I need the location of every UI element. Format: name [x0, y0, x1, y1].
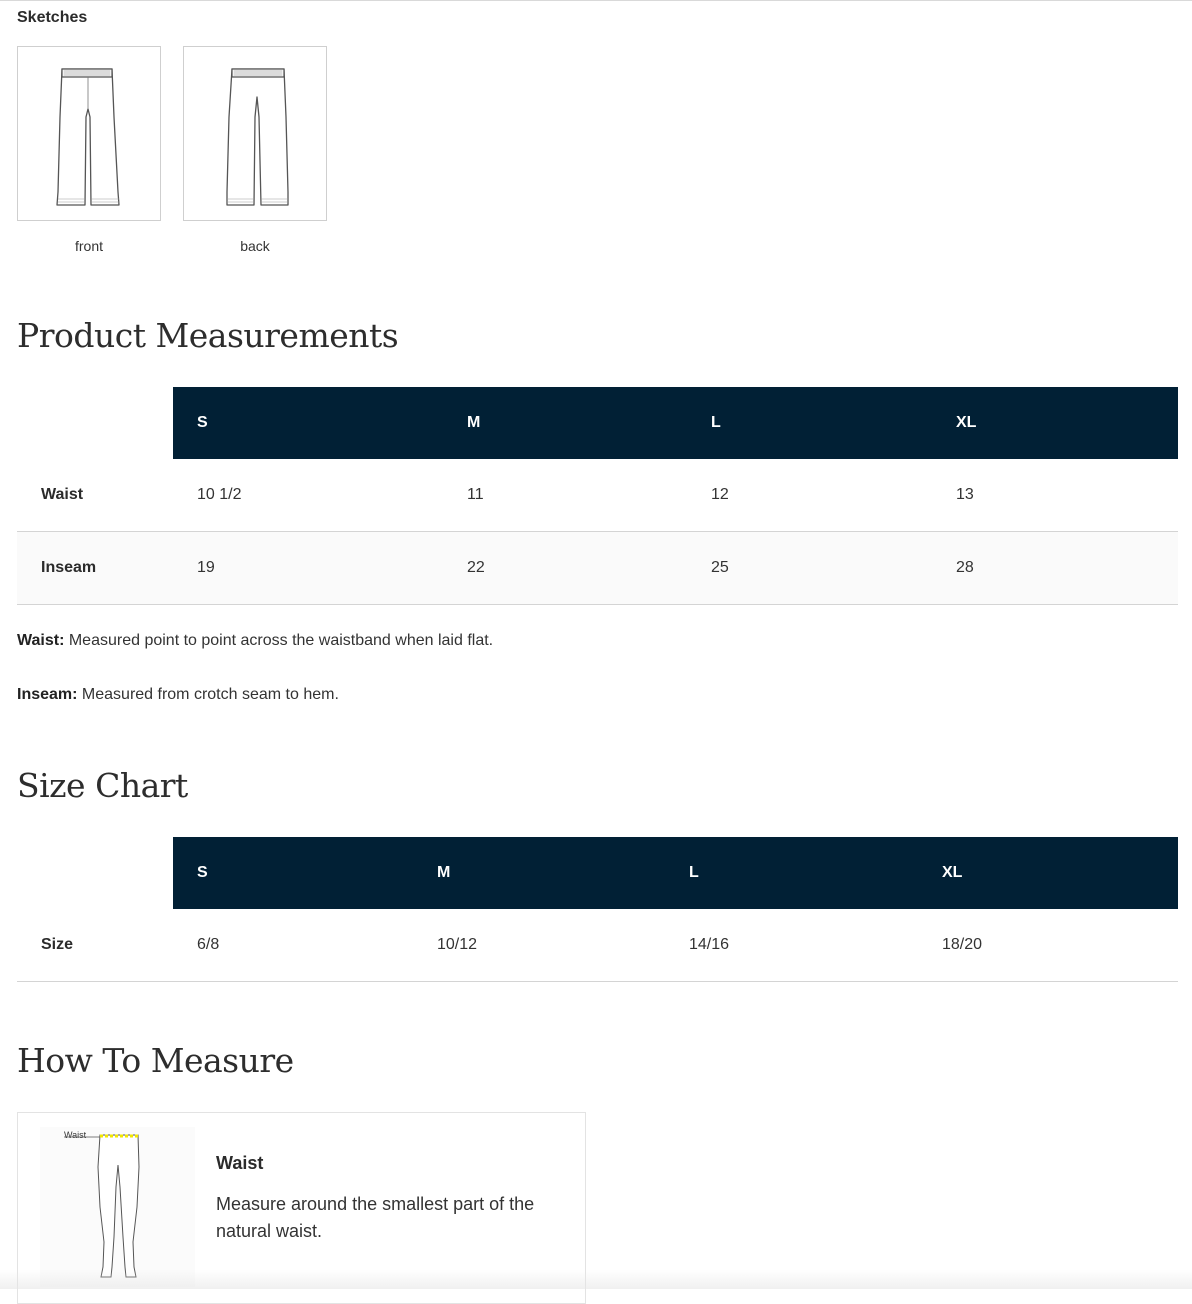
table-cell: 22 — [467, 559, 485, 576]
table-cell: 12 — [711, 486, 729, 503]
size-chart-title: Size Chart — [17, 766, 188, 805]
sketch-front-caption: front — [74, 238, 103, 254]
column-header: M — [467, 414, 481, 431]
table-cell: 10/12 — [437, 936, 478, 953]
table-row — [17, 532, 1178, 605]
table-cell: 6/8 — [197, 936, 220, 953]
sketch-front-card[interactable] — [17, 46, 161, 221]
leggings-waist-icon — [40, 1127, 195, 1287]
table-cell: 25 — [711, 559, 729, 576]
table-cell: 10 1/2 — [197, 486, 242, 503]
note-text: Measured from crotch seam to hem. — [77, 686, 339, 703]
row-label: Waist — [41, 486, 84, 503]
table-cell: 28 — [956, 559, 974, 576]
column-header: S — [197, 864, 208, 881]
product-measurements-table — [17, 387, 1178, 605]
row-label: Size — [41, 936, 74, 953]
table-row — [17, 909, 1178, 982]
measure-item-description: Measure around the smallest part of the natural waist. — [216, 1194, 535, 1241]
how-to-measure-title: How To Measure — [17, 1041, 294, 1080]
product-measurements-title: Product Measurements — [17, 316, 399, 355]
sketch-back-caption: back — [240, 238, 270, 254]
table-cell: 13 — [956, 486, 974, 503]
table-cell: 19 — [197, 559, 215, 576]
table-header — [173, 837, 1178, 909]
column-header: S — [197, 414, 208, 431]
waist-note — [17, 632, 493, 650]
top-divider — [0, 0, 1192, 1]
row-label: Inseam — [41, 559, 97, 576]
column-header: L — [711, 414, 721, 431]
note-text: Measured point to point across the waistband when laid flat. — [64, 632, 494, 649]
measure-item-title: Waist — [216, 1153, 264, 1173]
pants-front-icon — [18, 47, 160, 220]
bottom-shadow — [0, 1270, 1192, 1289]
inseam-note — [17, 686, 339, 704]
column-header: L — [689, 864, 699, 881]
table-row — [17, 459, 1178, 532]
table-cell: 18/20 — [942, 936, 983, 953]
pants-back-icon — [184, 47, 326, 220]
column-header: XL — [956, 414, 977, 431]
waist-diagram — [40, 1127, 195, 1287]
sketch-back-card[interactable] — [183, 46, 327, 221]
size-chart-table — [17, 837, 1178, 982]
column-header: XL — [942, 864, 963, 881]
sketches-title: Sketches — [17, 9, 88, 26]
table-header — [173, 387, 1178, 459]
column-header: M — [437, 864, 451, 881]
note-term: Inseam: — [17, 686, 78, 703]
table-cell: 11 — [467, 486, 484, 503]
note-term: Waist: — [17, 632, 65, 649]
waist-diagram-label: Waist — [64, 1130, 87, 1140]
table-cell: 14/16 — [689, 936, 730, 953]
